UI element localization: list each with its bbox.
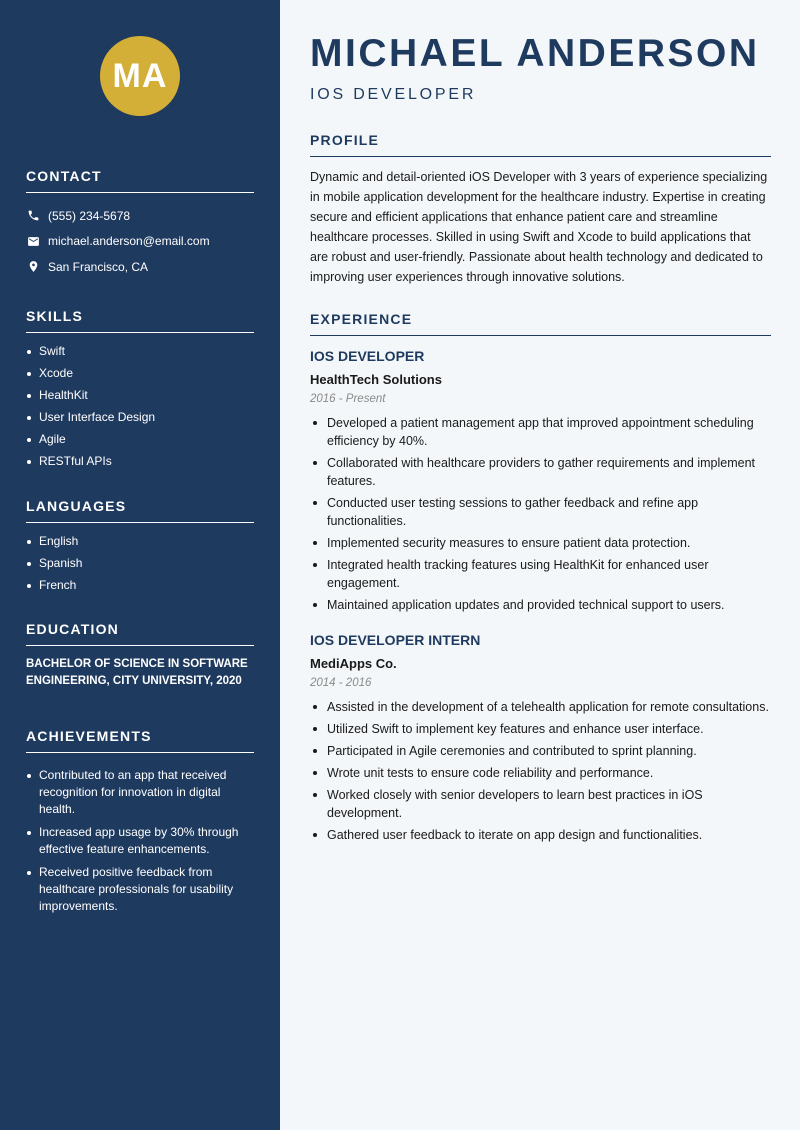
email-icon (26, 234, 40, 248)
education-degree: BACHELOR OF SCIENCE IN SOFTWARE ENGINEERING, CITY UNIVERSITY, 2020 (26, 657, 248, 687)
contact-heading: CONTACT (26, 168, 254, 193)
avatar (100, 36, 180, 116)
contact-email (26, 229, 254, 255)
skills-section (26, 308, 254, 470)
job-bullet: Conducted user testing sessions to gather feedback and refine app functionalities. (310, 494, 771, 530)
achievement-item: Contributed to an app that received recognition for innovation in digital health. (26, 767, 254, 818)
job-bullet: Developed a patient management app that improved appointment scheduling efficiency by 40%. (310, 414, 771, 450)
skill-item: User Interface Design (26, 409, 254, 426)
location-pin-icon (26, 260, 40, 274)
job-bullet: Assisted in the development of a telehealth application for remote consultations. (310, 698, 771, 716)
language-item: French (26, 577, 254, 594)
contact-phone (26, 203, 254, 229)
job-bullet: Collaborated with healthcare providers to gather requirements and implement features. (310, 454, 771, 490)
skill-item: RESTful APIs (26, 453, 254, 470)
profile-heading: PROFILE (310, 132, 771, 157)
experience-section (310, 311, 771, 844)
job-dates: 2014 - 2016 (310, 677, 372, 689)
skills-list (26, 343, 254, 470)
phone-icon (26, 209, 40, 223)
job-bullet: Wrote unit tests to ensure code reliability and performance. (310, 764, 771, 782)
language-item: English (26, 533, 254, 550)
main-content (280, 0, 800, 1130)
skill-item: Swift (26, 343, 254, 360)
job-bullets (310, 414, 771, 614)
skill-item: Agile (26, 431, 254, 448)
education-section (26, 621, 254, 690)
job-company: MediApps Co. (310, 656, 397, 671)
languages-list (26, 533, 254, 594)
job-bullet: Worked closely with senior developers to learn best practices in iOS development. (310, 786, 771, 822)
candidate-role: IOS DEVELOPER (310, 86, 477, 103)
achievements-section (26, 728, 254, 915)
profile-section (310, 132, 771, 287)
skill-item: Xcode (26, 365, 254, 382)
contact-phone-text: (555) 234-5678 (48, 208, 131, 223)
skills-heading: SKILLS (26, 308, 254, 333)
avatar-initials: MA (112, 56, 168, 95)
job-title: IOS DEVELOPER (310, 348, 425, 364)
achievement-item: Received positive feedback from healthcare professionals for usability improvements. (26, 864, 254, 915)
profile-summary: Dynamic and detail-oriented iOS Developer with 3 years of experience specializing in mobile application development for the healthcare industry. Expertise in creating secure and efficient applications that enhance patient care and streamline healthcare processes. Skilled in using Swift and Xcode to build applications that are robust and user-friendly. Passionate about health technology and dedicated to improving user experiences through innovative solutions. (310, 170, 768, 284)
job-entry (310, 348, 771, 614)
contact-email-text: michael.anderson@email.com (48, 234, 210, 249)
job-title: IOS DEVELOPER INTERN (310, 632, 481, 648)
job-bullet: Utilized Swift to implement key features and enhance user interface. (310, 720, 771, 738)
candidate-name: MICHAEL ANDERSON (310, 32, 760, 75)
job-bullet: Implemented security measures to ensure patient data protection. (310, 534, 771, 552)
languages-heading: LANGUAGES (26, 498, 254, 523)
job-bullet: Participated in Agile ceremonies and contributed to sprint planning. (310, 742, 771, 760)
experience-heading: EXPERIENCE (310, 311, 771, 336)
achievements-list (26, 767, 254, 915)
contact-section (26, 168, 254, 280)
contact-location-text: San Francisco, CA (48, 259, 149, 274)
job-bullet: Maintained application updates and provided technical support to users. (310, 596, 771, 614)
language-item: Spanish (26, 555, 254, 572)
job-dates: 2016 - Present (310, 393, 386, 405)
job-company: HealthTech Solutions (310, 372, 442, 387)
job-bullet: Gathered user feedback to iterate on app design and functionalities. (310, 826, 771, 844)
contact-location (26, 254, 254, 280)
skill-item: HealthKit (26, 387, 254, 404)
contact-list (26, 203, 254, 280)
job-bullets (310, 698, 771, 844)
achievement-item: Increased app usage by 30% through effective feature enhancements. (26, 824, 254, 858)
achievements-heading: ACHIEVEMENTS (26, 728, 254, 753)
job-bullet: Integrated health tracking features using HealthKit for enhanced user engagement. (310, 556, 771, 592)
job-entry (310, 632, 771, 844)
languages-section (26, 498, 254, 594)
education-heading: EDUCATION (26, 621, 254, 646)
sidebar (0, 0, 280, 1130)
